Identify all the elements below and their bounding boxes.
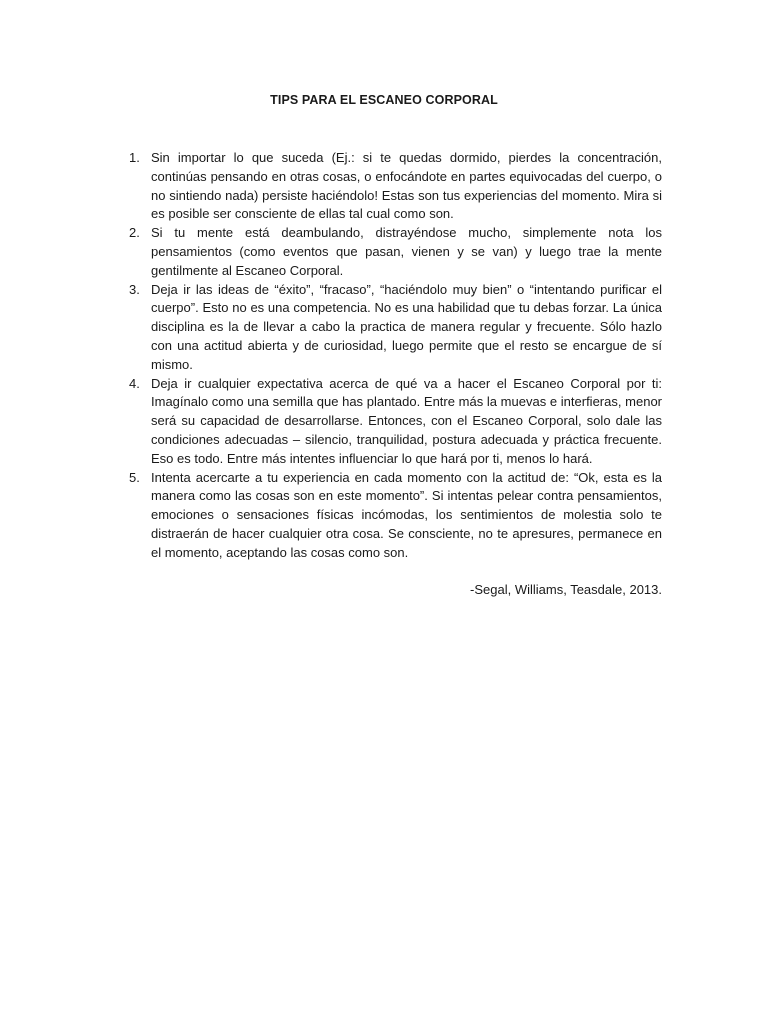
list-item [119, 281, 662, 375]
list-item-text: Si tu mente está deambulando, distrayéndose mucho, simplemente nota los pensamientos (como eventos que pasan, vienen y se van) y luego trae la mente gentilmente al Escaneo Corporal. [151, 225, 662, 278]
list-item [119, 469, 662, 563]
document-title: TIPS PARA EL ESCANEO CORPORAL [270, 93, 498, 107]
list-item-text: Sin importar lo que suceda (Ej.: si te quedas dormido, pierdes la concentración, continúas pensando en otras cosas, o enfocándote en partes equivocadas del cuerpo, o no sintiendo nada) persiste haciéndolo! Estas son tus experiencias del momento. Mira si es posible ser consciente de ellas tal cual como son. [151, 150, 662, 222]
list-item-number: 4. [129, 375, 140, 391]
list-item-number: 3. [129, 281, 140, 297]
list-item [119, 224, 662, 280]
list-item-text: Intenta acercarte a tu experiencia en cada momento con la actitud de: “Ok, esta es la manera como las cosas son en este momento”. Si intentas pelear contra pensamientos, emociones o sensaciones físicas incómodas, los sentimientos de molestia solo te distraerán de hacer cualquier otra cosa. Se consciente, no te apresures, permanece en el momento, aceptando las cosas como son. [151, 469, 662, 560]
list-item-number: 5. [129, 469, 140, 485]
list-item-text: Deja ir las ideas de “éxito”, “fracaso”, “haciéndolo muy bien” o “intentando purificar el cuerpo”. Esto no es una competencia. No es una habilidad que tu debas forzar. La única disciplina es la de llevar a cabo la practica de manera regular y frecuente. Sólo hazlo con una actitud abierta y de curiosidad, luego permite que el resto se encargue de sí mismo. [151, 281, 662, 372]
list-item [119, 149, 662, 224]
list-item-number: 1. [129, 150, 140, 165]
list-item [119, 375, 662, 469]
tips-list [119, 149, 662, 563]
citation: -Segal, Williams, Teasdale, 2013. [470, 582, 662, 597]
list-item-number: 2. [129, 225, 140, 241]
list-item-text: Deja ir cualquier expectativa acerca de qué va a hacer el Escaneo Corporal por ti: Imagínalo como una semilla que has plantado. Entre más la muevas e interfieras, menor será su capacidad de desarrollarse. Entonces, con el Escaneo Corporal, solo dale las condiciones adecuadas – silencio, tranquilidad, postura adecuada y práctica frecuente. Eso es todo. Entre más intentes influenciar lo que hará por ti, menos lo hará. [151, 375, 662, 466]
